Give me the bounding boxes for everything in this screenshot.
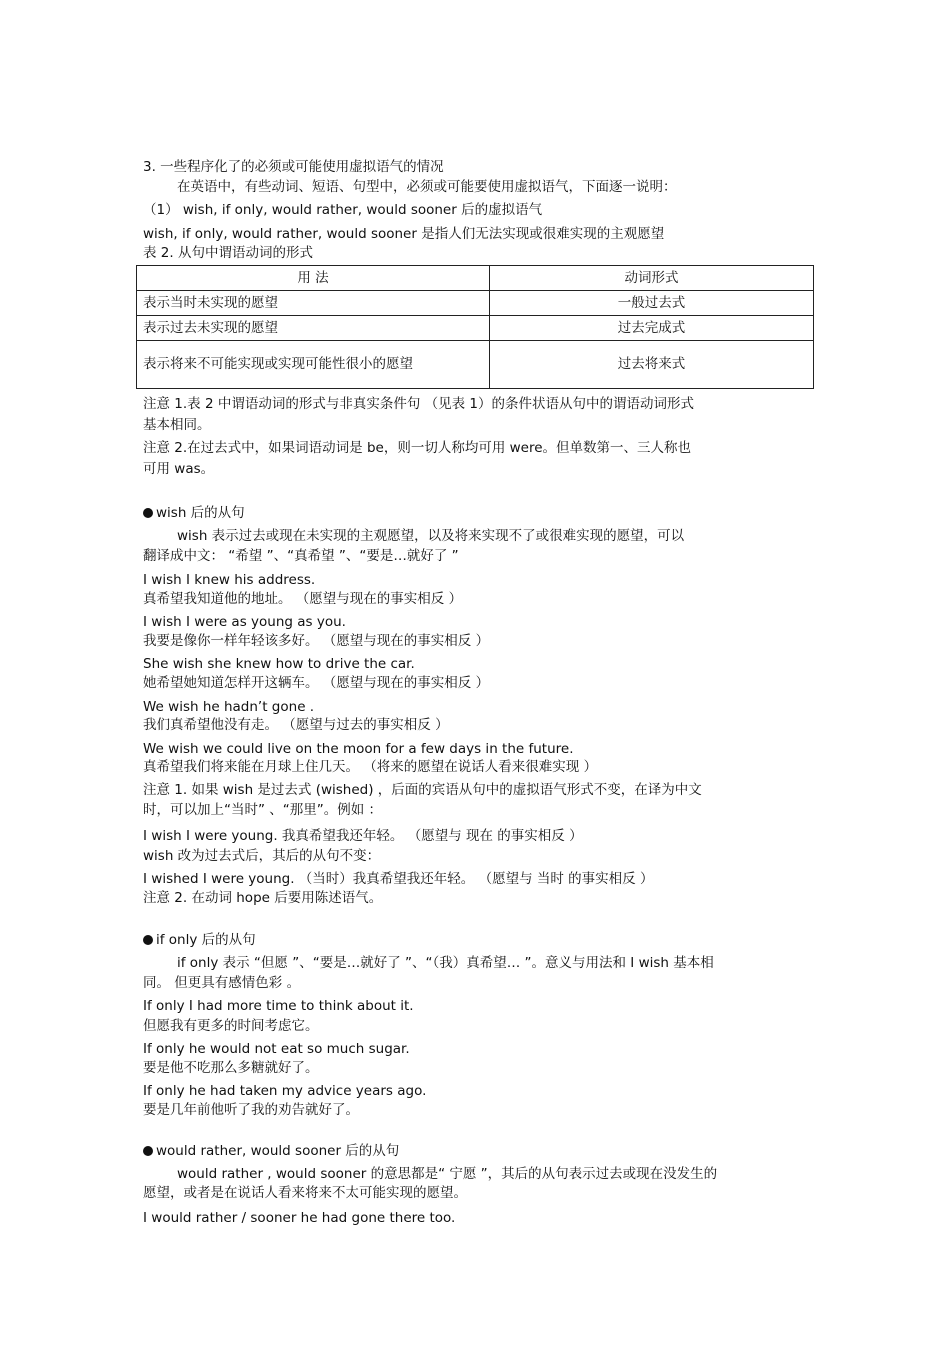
wish-desc-line1: wish 表示过去或现在未实现的主观愿望，以及将来实现不了或很难实现的愿望，可以 bbox=[177, 528, 685, 544]
example-zh: 真希望我知道他的地址。 （愿望与现在的事实相反 ） bbox=[143, 591, 463, 607]
table-row bbox=[137, 316, 814, 341]
wish-note1-line1: 注意 1. 如果 wish 是过去式 (wished) ，后面的宾语从句中的虚拟语气形式不变，在译为中文 bbox=[143, 782, 702, 798]
example-zh: 要是他不吃那么多糖就好了。 bbox=[143, 1060, 319, 1076]
table-row bbox=[137, 291, 814, 316]
example-en: She wish she knew how to drive the car. bbox=[143, 656, 415, 672]
wish-desc-line2: 翻译成中文： “希望 ”、“真希望 ”、“要是…就好了 ” bbox=[143, 548, 459, 564]
note2-line2: 可用 was。 bbox=[143, 461, 215, 477]
example-zh: 要是几年前他听了我的劝告就好了。 bbox=[143, 1102, 359, 1118]
example-en: I wish I knew his address. bbox=[143, 572, 316, 588]
note1-line2: 基本相同。 bbox=[143, 417, 211, 433]
table-header: 动词形式 bbox=[490, 266, 814, 291]
ifonly-heading bbox=[143, 930, 256, 950]
sub1-description: wish, if only, would rather, would sooner 是指人们无法实现或很难实现的主观愿望 bbox=[143, 226, 665, 242]
example-en: If only he had taken my advice years ago. bbox=[143, 1083, 427, 1099]
ifonly-desc-line1: if only 表示 “但愿 ”、“要是…就好了 ”、“（我）真希望… ”。意义与用法和 I wish 基本相 bbox=[177, 955, 714, 971]
rather-example: I would rather / sooner he had gone there too. bbox=[143, 1210, 456, 1226]
wish-example-present: I wish I were young. 我真希望我还年轻。 （愿望与 现在 的事实相反 ） bbox=[143, 828, 583, 844]
section-title: 3. 一些程序化了的必须或可能使用虚拟语气的情况 bbox=[143, 159, 444, 175]
note2-line1: 注意 2.在过去式中，如果词语动词是 be，则一切人称均可用 were。但单数第一、三人称也 bbox=[143, 440, 692, 456]
ifonly-heading-text: if only 后的从句 bbox=[156, 932, 256, 948]
table-cell: 过去完成式 bbox=[490, 316, 814, 341]
bullet-icon bbox=[143, 1146, 153, 1156]
example-zh: 我们真希望他没有走。 （愿望与过去的事实相反 ） bbox=[143, 717, 449, 733]
table-row bbox=[137, 341, 814, 389]
intro-text: 在英语中，有些动词、短语、句型中，必须或可能要使用虚拟语气，下面逐一说明： bbox=[177, 179, 677, 195]
table-cell: 表示当时未实现的愿望 bbox=[137, 291, 490, 316]
wish-heading-text: wish 后的从句 bbox=[156, 505, 245, 521]
bullet-icon bbox=[143, 935, 153, 945]
verb-form-table bbox=[136, 265, 814, 389]
example-en: We wish we could live on the moon for a few days in the future. bbox=[143, 741, 574, 757]
wish-note1-line2: 时，可以加上“当时” 、“那里”。例如 ： bbox=[143, 802, 383, 818]
table-header-row bbox=[137, 266, 814, 291]
table-header: 用 法 bbox=[137, 266, 490, 291]
wish-heading bbox=[143, 503, 245, 523]
rather-desc-line2: 愿望，或者是在说话人看来将来不太可能实现的愿望。 bbox=[143, 1185, 467, 1201]
rather-desc-line1: would rather , would sooner 的意思都是“ 宁愿 ”，其后的从句表示过去或现在没发生的 bbox=[177, 1166, 718, 1182]
sub1-heading: （1） wish, if only, would rather, would sooner 后的虚拟语气 bbox=[143, 202, 543, 218]
example-zh: 她希望她知道怎样开这辆车。 （愿望与现在的事实相反 ） bbox=[143, 675, 490, 691]
example-zh: 我要是像你一样年轻该多好。 （愿望与现在的事实相反 ） bbox=[143, 633, 490, 649]
table-cell: 一般过去式 bbox=[490, 291, 814, 316]
example-en: We wish he hadn’t gone . bbox=[143, 699, 315, 715]
rather-heading bbox=[143, 1141, 399, 1161]
rather-heading-text: would rather, would sooner 后的从句 bbox=[156, 1143, 400, 1159]
ifonly-desc-line2: 同。 但更具有感情色彩 。 bbox=[143, 975, 301, 991]
example-zh: 但愿我有更多的时间考虑它。 bbox=[143, 1018, 319, 1034]
note1-line1: 注意 1.表 2 中谓语动词的形式与非真实条件句 （见表 1）的条件状语从句中的谓语动词形式 bbox=[143, 396, 695, 412]
example-en: If only he would not eat so much sugar. bbox=[143, 1041, 410, 1057]
example-en: If only I had more time to think about it. bbox=[143, 998, 414, 1014]
bullet-icon bbox=[143, 508, 153, 518]
table-cell: 表示过去未实现的愿望 bbox=[137, 316, 490, 341]
wish-change-note: wish 改为过去式后，其后的从句不变： bbox=[143, 848, 381, 864]
table-cell: 表示将来不可能实现或实现可能性很小的愿望 bbox=[137, 341, 490, 389]
example-zh: 真希望我们将来能在月球上住几天。 （将来的愿望在说话人看来很难实现 ） bbox=[143, 759, 598, 775]
wish-note2: 注意 2. 在动词 hope 后要用陈述语气。 bbox=[143, 890, 383, 906]
table-cell: 过去将来式 bbox=[490, 341, 814, 389]
example-en: I wish I were as young as you. bbox=[143, 614, 346, 630]
table-caption: 表 2. 从句中谓语动词的形式 bbox=[143, 245, 313, 261]
wish-example-past: I wished I were young. （当时）我真希望我还年轻。 （愿望与 当时 的事实相反 ） bbox=[143, 871, 654, 887]
